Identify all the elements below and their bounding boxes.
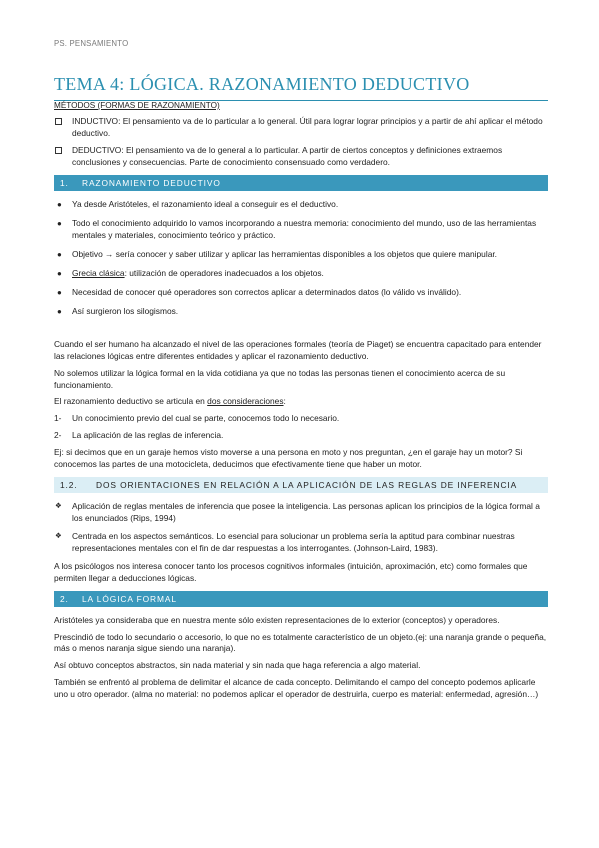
list-item: ● Necesidad de conocer qué operadores son correctos aplicar a determinados datos (lo válido vs inválido). xyxy=(57,286,462,297)
paragraph: Aristóteles ya consideraba que en nuestra mente sólo existen representaciones de lo exterior (conceptos) y operadores. xyxy=(54,614,500,625)
list-item: ● Ya desde Aristóteles, el razonamiento ideal a conseguir es el deductivo. xyxy=(57,199,339,210)
diamond-bullet-icon: ❖ xyxy=(55,530,62,540)
paragraph: Cuando el ser humano ha alcanzado el nivel de las operaciones formales (teoría de Piaget) se encuentra capacitado para entender las relaciones lógicas entre diferentes entidades y aplicar el razonamiento deductivo. xyxy=(54,338,542,361)
bullet-icon: ● xyxy=(57,200,62,210)
bullet-icon: ● xyxy=(57,269,62,279)
paragraph: Así obtuvo conceptos abstractos, sin nada material y sin nada que haga referencia a algo material. xyxy=(54,660,421,671)
list-item: ● Así surgieron los silogismos. xyxy=(57,305,179,316)
bullet-icon: ● xyxy=(57,306,62,316)
list-item: 1- Un conocimiento previo del cual se parte, conocemos todo lo necesario. xyxy=(54,413,340,424)
list-item: ● Objetivo → sería conocer y saber utilizar y aplicar las herramientas disponibles a los objetos que quiere manipular. xyxy=(57,249,498,260)
bullet-icon: ● xyxy=(57,287,62,297)
running-head: PS. PENSAMIENTO xyxy=(54,39,129,48)
checkbox-square-icon xyxy=(55,118,62,125)
list-item: ● Grecia clásica: utilización de operadores inadecuados a los objetos. xyxy=(57,268,324,279)
paragraph: A los psicólogos nos interesa conocer tanto los procesos cognitivos informales (intuición, aproximación, etc) como formales que permiten llegar a deducciones lógicas. xyxy=(54,560,528,583)
paragraph: No solemos utilizar la lógica formal en la vida cotidiana ya que no todas las personas tienen el conocimiento acerca de su funcionamiento. xyxy=(54,367,506,390)
bullet-icon: ● xyxy=(57,250,62,260)
example-paragraph: Ej: si decimos que en un garaje hemos visto moverse a una persona en moto y nos preguntan, ¿en el garaje hay un motor? Si conocemos las partes de una motocicleta, deducimos que efectivamente tiene que haber un motor. xyxy=(54,447,523,470)
document-body xyxy=(54,100,548,706)
methods-heading: MÉTODOS (FORMAS DE RAZONAMIENTO) xyxy=(54,101,220,110)
section-heading-2: 2. LA LÓGICA FORMAL xyxy=(54,591,548,607)
section-heading-1: 1. RAZONAMIENTO DEDUCTIVO xyxy=(54,175,548,191)
list-item: 2- La aplicación de las reglas de inferencia. xyxy=(54,430,224,441)
paragraph: También se enfrentó al problema de delimitar el alcance de cada concepto. Delimitando el campo del concepto podemos aplicarle uno u otro operador. (alma no material: no podemos aplicar el operador de destruirla, cuerpo es material: enfermedad, agresión…) xyxy=(54,677,539,700)
paragraph: El razonamiento deductivo se articula en dos consideraciones: xyxy=(54,396,286,407)
list-item: ❖ Centrada en los aspectos semánticos. Lo esencial para solucionar un problema sería la aptitud para combinar nuestras representaciones mentales con el fin de dar respuestas a los interrogantes. (Johnson-Laird, 1983). xyxy=(55,530,515,553)
bullet-icon: ● xyxy=(57,219,62,229)
list-item: ❖ Aplicación de reglas mentales de inferencia que posee la inteligencia. Las personas aplican los principios de la lógica formal a los enunciados (Rips, 1994) xyxy=(55,501,540,523)
section-heading-1-2: 1.2. DOS ORIENTACIONES EN RELACIÓN A LA APLICACIÓN DE LAS REGLAS DE INFERENCIA xyxy=(54,477,548,493)
paragraph: Prescindió de todo lo secundario o accesorio, lo que no es totalmente característico de un objeto.(ej: una naranja grande o pequeña, más o menos naranja sigue siendo una naranja). xyxy=(54,631,547,654)
list-item: INDUCTIVO: El pensamiento va de lo particular a lo general. Útil para lograr lograr principios y a partir de ahí aplicar el método deductivo. xyxy=(54,116,548,140)
list-item: DEDUCTIVO: El pensamiento va de lo general a lo particular. A partir de ciertos conceptos y definiciones extraemos conclusiones y consecuencias. Parte de conocimiento consensuado como verdadero. xyxy=(54,145,548,169)
page-title: TEMA 4: LÓGICA. RAZONAMIENTO DEDUCTIVO xyxy=(54,72,548,101)
checkbox-square-icon xyxy=(55,147,62,154)
list-item: ● Todo el conocimiento adquirido lo vamos incorporando a nuestra memoria: conocimiento del mundo, uso de las herramientas mentales y materiales, conocimiento teórico y práctico. xyxy=(57,218,537,241)
diamond-bullet-icon: ❖ xyxy=(55,501,62,511)
